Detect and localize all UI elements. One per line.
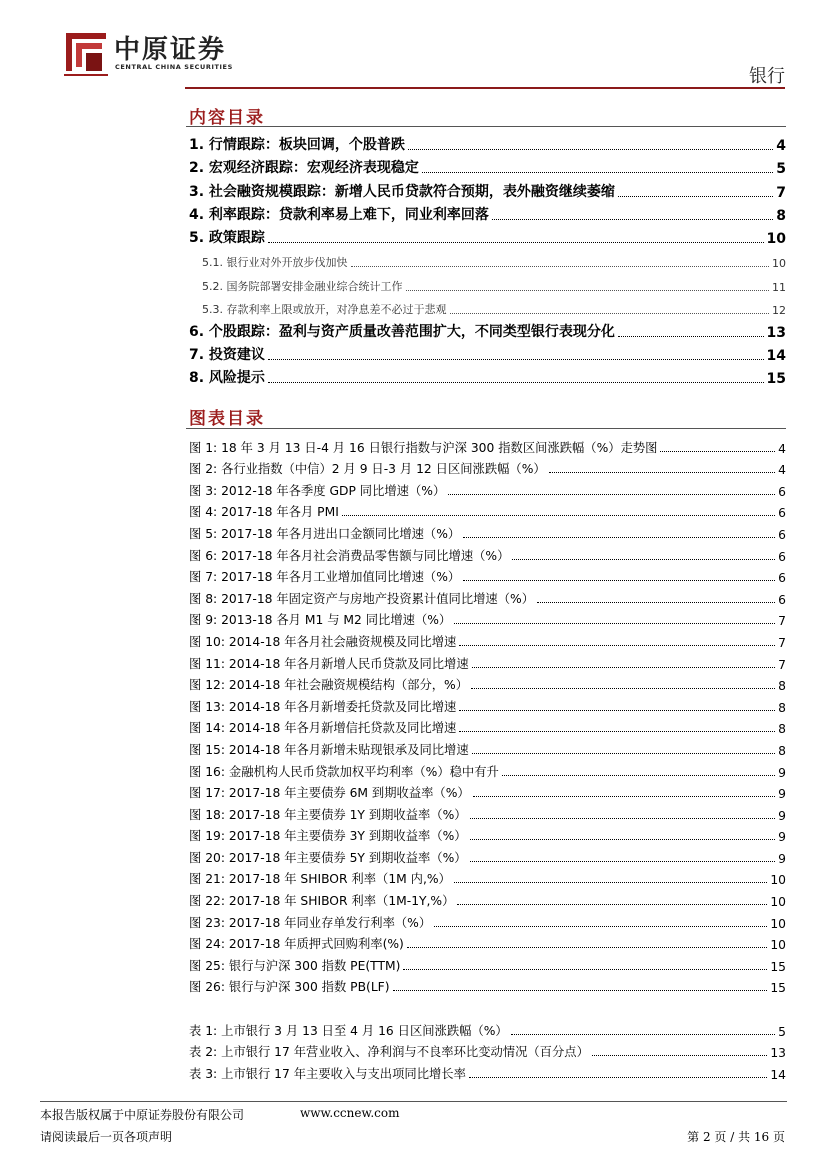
figure-entry-label: 图 20: 2017-18 年主要债券 5Y 到期收益率（%） <box>189 850 467 865</box>
figure-entry-label: 图 19: 2017-18 年主要债券 3Y 到期收益率（%） <box>189 829 467 844</box>
figure-entry[interactable] <box>189 780 786 802</box>
dot-leader <box>393 990 768 991</box>
contents-entry-page: 13 <box>766 324 786 341</box>
table-entry-page: 5 <box>778 1024 786 1039</box>
figure-entry-label: 图 14: 2014-18 年各月新增信托贷款及同比增速 <box>189 721 457 736</box>
dot-leader <box>470 839 776 840</box>
table-entry[interactable] <box>189 1060 786 1082</box>
dot-leader <box>502 775 775 776</box>
contents-entry-page: 10 <box>772 257 786 271</box>
dot-leader <box>408 149 773 150</box>
contents-entry[interactable] <box>189 294 786 318</box>
figure-entry[interactable] <box>189 499 786 521</box>
contents-entry-label: 2. 宏观经济跟踪：宏观经济表现稳定 <box>189 160 419 177</box>
table-entry[interactable] <box>189 1017 786 1039</box>
figure-entry-label: 图 6: 2017-18 年各月社会消费品零售额与同比增速（%） <box>189 548 510 563</box>
figure-entry-page: 10 <box>770 916 786 931</box>
figure-entry-label: 图 4: 2017-18 年各月 PMI <box>189 505 339 520</box>
contents-entry[interactable] <box>189 247 786 271</box>
contents-entry[interactable] <box>189 177 786 200</box>
footer-page-number: 第 2 页 / 共 16 页 <box>687 1130 785 1144</box>
figure-entry-label: 图 2: 各行业指数（中信）2 月 9 日-3 月 12 日区间涨跌幅（%） <box>189 462 546 477</box>
contents-entry-page: 10 <box>766 230 786 247</box>
dot-leader <box>268 242 764 243</box>
company-logo <box>62 27 262 82</box>
figure-entry-page: 8 <box>778 743 786 758</box>
figure-entry[interactable] <box>189 952 786 974</box>
contents-title: 内容目录 <box>189 108 265 128</box>
logo-chinese-name: 中原证券 <box>114 35 227 65</box>
figure-entry[interactable] <box>189 801 786 823</box>
figure-entry-label: 图 11: 2014-18 年各月新增人民币贷款及同比增速 <box>189 656 469 671</box>
figure-entry[interactable] <box>189 628 786 650</box>
figure-entry-page: 6 <box>778 484 786 499</box>
contents-entry-label: 7. 投资建议 <box>189 346 265 363</box>
dot-leader <box>537 602 775 603</box>
contents-entry-label: 1. 行情跟踪：板块回调，个股普跌 <box>189 137 405 154</box>
table-entry-page: 14 <box>770 1067 786 1082</box>
dot-leader <box>454 623 775 624</box>
dot-leader <box>618 336 764 337</box>
logo-mark-icon <box>62 27 110 77</box>
figure-entry-label: 图 25: 银行与沪深 300 指数 PE(TTM) <box>189 958 401 973</box>
figures-title: 图表目录 <box>189 409 265 429</box>
figure-entry-page: 9 <box>778 787 786 802</box>
dot-leader <box>407 947 767 948</box>
figure-entry[interactable] <box>189 585 786 607</box>
contents-entry[interactable] <box>189 224 786 247</box>
contents-entry-label: 5. 政策跟踪 <box>189 229 265 246</box>
dot-leader <box>454 882 767 883</box>
contents-entry-page: 7 <box>776 184 786 201</box>
contents-entry-page: 12 <box>772 304 786 318</box>
contents-entry-label: 4. 利率跟踪：贷款利率易上难下，同业利率回落 <box>189 206 489 223</box>
dot-leader <box>660 451 775 452</box>
figure-entry[interactable] <box>189 477 786 499</box>
figure-entry[interactable] <box>189 607 786 629</box>
figure-entry-label: 图 21: 2017-18 年 SHIBOR 利率（1M 内,%） <box>189 872 451 887</box>
contents-entry-label: 6. 个股跟踪：盈利与资产质量改善范围扩大，不同类型银行表现分化 <box>189 323 615 340</box>
figure-entry[interactable] <box>189 564 786 586</box>
dot-leader <box>511 1034 775 1035</box>
dot-leader <box>549 472 775 473</box>
figure-entry-label: 图 26: 银行与沪深 300 指数 PB(LF) <box>189 980 390 995</box>
figure-entry-page: 9 <box>778 765 786 780</box>
dot-leader <box>406 290 770 291</box>
figure-entry-label: 图 3: 2012-18 年各季度 GDP 同比增速（%） <box>189 483 446 498</box>
figure-entry-page: 7 <box>778 614 786 629</box>
figure-entry-label: 图 24: 2017-18 年质押式回购利率(%) <box>189 937 404 952</box>
contents-entry-page: 11 <box>772 280 786 294</box>
figure-entry-label: 图 8: 2017-18 年固定资产与房地产投资累计值同比增速（%） <box>189 591 534 606</box>
figure-entry-label: 图 18: 2017-18 年主要债券 1Y 到期收益率（%） <box>189 807 467 822</box>
dot-leader <box>473 796 775 797</box>
figure-entry-page: 9 <box>778 851 786 866</box>
dot-leader <box>268 359 764 360</box>
figure-entry[interactable] <box>189 456 786 478</box>
dot-leader <box>618 196 773 197</box>
contents-entry[interactable] <box>189 131 786 154</box>
figure-entry[interactable] <box>189 434 786 456</box>
dot-leader <box>470 861 776 862</box>
figure-entry-page: 10 <box>770 895 786 910</box>
dot-leader <box>448 494 775 495</box>
contents-entry[interactable] <box>189 364 786 387</box>
contents-list <box>189 131 786 387</box>
dot-leader <box>342 515 775 516</box>
figures-title-divider <box>186 428 786 429</box>
table-entry-label: 表 1: 上市银行 3 月 13 日至 4 月 16 日区间涨跌幅（%） <box>189 1023 508 1038</box>
dot-leader <box>512 559 775 560</box>
figure-entry-page: 9 <box>778 808 786 823</box>
contents-entry[interactable] <box>189 201 786 224</box>
figure-entry[interactable] <box>189 823 786 845</box>
figure-entry-page: 6 <box>778 571 786 586</box>
figure-entry-label: 图 12: 2014-18 年社会融资规模结构（部分，%） <box>189 678 469 693</box>
figure-entry-label: 图 10: 2014-18 年各月社会融资规模及同比增速 <box>189 634 457 649</box>
footer-disclaimer: 请阅读最后一页各项声明 <box>40 1130 173 1144</box>
figure-entry-page: 15 <box>770 981 786 996</box>
dot-leader <box>450 313 770 314</box>
contents-entry-page: 8 <box>776 207 786 224</box>
figure-entry[interactable] <box>189 650 786 672</box>
dot-leader <box>463 537 775 538</box>
figure-entry[interactable] <box>189 542 786 564</box>
industry-label: 银行 <box>749 66 785 87</box>
contents-entry-label: 5.3. 存款利率上限或放开，对净息差不必过于悲观 <box>202 303 447 317</box>
figure-entry[interactable] <box>189 887 786 909</box>
figure-entry[interactable] <box>189 866 786 888</box>
dot-leader <box>351 266 770 267</box>
logo-english-name: CENTRAL CHINA SECURITIES <box>115 63 233 71</box>
figure-entry-page: 6 <box>778 527 786 542</box>
dot-leader <box>403 969 767 970</box>
dot-leader <box>268 382 764 383</box>
figure-entry-page: 8 <box>778 700 786 715</box>
figure-entry-label: 图 17: 2017-18 年主要债券 6M 到期收益率（%） <box>189 786 470 801</box>
figure-entry-label: 图 23: 2017-18 年同业存单发行利率（%） <box>189 915 432 930</box>
figure-entry-label: 图 7: 2017-18 年各月工业增加值同比增速（%） <box>189 570 461 585</box>
dot-leader <box>471 688 775 689</box>
dot-leader <box>459 645 775 646</box>
contents-entry-page: 4 <box>776 138 786 155</box>
figure-entry-label: 图 5: 2017-18 年各月进出口金额同比增速（%） <box>189 526 461 541</box>
figure-entry[interactable] <box>189 672 786 694</box>
figure-entry-label: 图 15: 2014-18 年各月新增未贴现银承及同比增速 <box>189 742 469 757</box>
figure-entry-label: 图 1: 18 年 3 月 13 日-4 月 16 日银行指数与沪深 300 指数区间涨跌幅（%）走势图 <box>189 440 658 455</box>
figure-entry[interactable] <box>189 715 786 737</box>
figure-entry-page: 6 <box>778 549 786 564</box>
figure-entry-page: 15 <box>770 959 786 974</box>
figure-entry-page: 4 <box>778 441 786 456</box>
figure-entry-page: 7 <box>778 657 786 672</box>
contents-entry[interactable] <box>189 341 786 364</box>
figures-list <box>189 434 786 995</box>
table-entry-label: 表 3: 上市银行 17 年主要收入与支出项同比增长率 <box>189 1066 466 1081</box>
dot-leader <box>469 1077 767 1078</box>
dot-leader <box>457 904 767 905</box>
dot-leader <box>592 1055 767 1056</box>
table-entry-label: 表 2: 上市银行 17 年营业收入、净利润与不良率环比变动情况（百分点） <box>189 1045 589 1060</box>
contents-entry-label: 5.1. 银行业对外开放步伐加快 <box>202 256 348 270</box>
contents-entry-label: 8. 风险提示 <box>189 370 265 386</box>
figure-entry-label: 图 13: 2014-18 年各月新增委托贷款及同比增速 <box>189 699 457 714</box>
figure-entry[interactable] <box>189 758 786 780</box>
figure-entry-page: 7 <box>778 635 786 650</box>
figure-entry-page: 10 <box>770 938 786 953</box>
contents-entry[interactable] <box>189 270 786 294</box>
footer-website-link[interactable]: www.ccnew.com <box>300 1106 400 1120</box>
figure-entry-label: 图 22: 2017-18 年 SHIBOR 利率（1M-1Y,%） <box>189 894 455 909</box>
figure-entry[interactable] <box>189 909 786 931</box>
footer-divider <box>40 1101 787 1102</box>
dot-leader <box>434 926 767 927</box>
figure-entry[interactable] <box>189 931 786 953</box>
contents-entry-label: 5.2. 国务院部署安排金融业综合统计工作 <box>202 279 403 293</box>
figure-entry-page: 8 <box>778 722 786 737</box>
dot-leader <box>472 667 776 668</box>
figure-entry-page: 8 <box>778 679 786 694</box>
dot-leader <box>422 172 773 173</box>
tables-list <box>189 1017 786 1082</box>
figure-entry[interactable] <box>189 736 786 758</box>
contents-entry-page: 15 <box>766 371 786 387</box>
figure-entry[interactable] <box>189 974 786 996</box>
figure-entry-page: 6 <box>778 506 786 521</box>
figure-entry-page: 10 <box>770 873 786 888</box>
dot-leader <box>459 710 775 711</box>
figure-entry-page: 9 <box>778 830 786 845</box>
figure-entry-label: 图 16: 金融机构人民币贷款加权平均利率（%）稳中有升 <box>189 764 499 779</box>
dot-leader <box>470 818 776 819</box>
contents-entry-page: 14 <box>766 347 786 364</box>
figure-entry-page: 4 <box>778 463 786 478</box>
footer-copyright: 本报告版权属于中原证券股份有限公司 <box>40 1108 245 1122</box>
contents-entry[interactable] <box>189 317 786 340</box>
figure-entry[interactable] <box>189 693 786 715</box>
figure-entry-label: 图 9: 2013-18 各月 M1 与 M2 同比增速（%） <box>189 613 452 628</box>
page-header <box>0 0 827 92</box>
contents-entry-label: 3. 社会融资规模跟踪：新增人民币贷款符合预期，表外融资继续萎缩 <box>189 183 615 200</box>
dot-leader <box>459 731 775 732</box>
figure-entry-page: 6 <box>778 592 786 607</box>
contents-entry-page: 5 <box>776 161 786 178</box>
figure-entry[interactable] <box>189 844 786 866</box>
header-divider <box>185 87 785 89</box>
contents-entry[interactable] <box>189 154 786 177</box>
table-entry-page: 13 <box>770 1046 786 1061</box>
dot-leader <box>492 219 773 220</box>
dot-leader <box>472 753 776 754</box>
contents-title-divider <box>186 126 786 127</box>
dot-leader <box>463 580 775 581</box>
figure-entry[interactable] <box>189 520 786 542</box>
table-entry[interactable] <box>189 1039 786 1061</box>
